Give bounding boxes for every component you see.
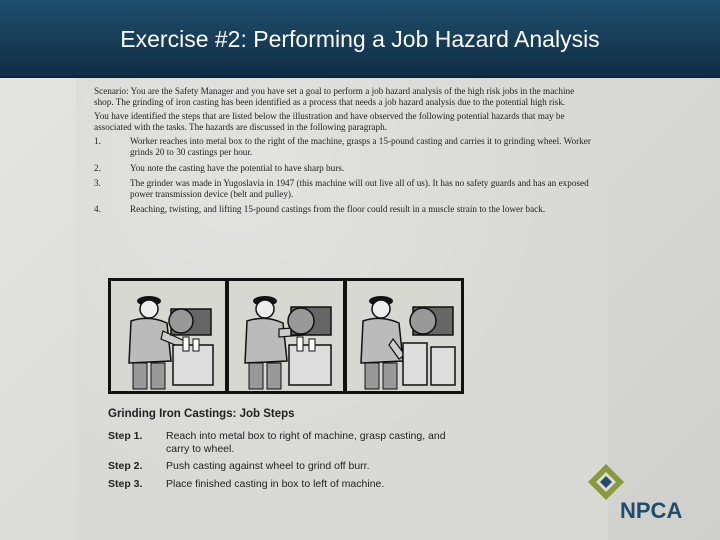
illustration-panel-2 <box>229 281 343 391</box>
hazard-number: 1. <box>94 136 101 147</box>
job-step-text: Push casting against wheel to grind off burr. <box>166 460 370 472</box>
job-steps-caption: Grinding Iron Castings: Job Steps <box>108 408 295 420</box>
worker-grinding-illustration <box>111 281 225 391</box>
job-step <box>108 430 468 455</box>
worker-grinding-illustration <box>347 281 461 391</box>
hazard-number: 3. <box>94 178 101 189</box>
scenario-intro: Scenario: You are the Safety Manager and you have set a goal to perform a job hazard analysis of the high risk jobs in the machine shop. The grinding of iron casting has been identified as a process that needs a job hazard analysis due to the potential high risk. <box>94 86 575 107</box>
hazard-text: Reaching, twisting, and lifting 15-pound castings from the floor could result in a muscle strain to the lower back. <box>130 204 546 215</box>
job-step-text: Place finished casting in box to left of machine. <box>166 477 385 490</box>
job-steps-list <box>108 430 468 495</box>
job-steps-illustration <box>108 278 464 394</box>
job-step <box>108 460 468 473</box>
hazard-text: The grinder was made in Yugoslavia in 1947 (this machine will out live all of us). It has no safety guards and has an exposed power transmission device (belt and pulley). <box>130 178 589 199</box>
hazard-item <box>94 178 594 199</box>
hazard-number: 2. <box>94 162 101 173</box>
slide-title: Exercise #2: Performing a Job Hazard Analysis <box>120 26 600 52</box>
job-step-label: Step 2. <box>108 460 143 472</box>
worker-grinding-illustration <box>229 281 343 391</box>
hazard-number: 4. <box>94 204 101 215</box>
job-step <box>108 478 468 491</box>
job-step-text: Reach into metal box to right of machine, grasp casting, and carry to wheel. <box>166 430 446 455</box>
scenario-text <box>94 86 594 220</box>
illustration-panel-1 <box>111 281 225 391</box>
npca-logo-text: NPCA <box>620 498 683 523</box>
illustration-panel-3 <box>347 281 461 391</box>
hazard-item <box>94 204 594 215</box>
npca-logo-icon <box>584 462 704 524</box>
npca-logo <box>584 462 704 524</box>
hazard-item <box>94 136 594 157</box>
hazard-text: Worker reaches into metal box to the right of the machine, grasps a 15-pound casting and carries it to grinding wheel. Worker grinds 20 to 30 castings per hour. <box>130 136 591 157</box>
title-bar <box>0 0 720 78</box>
job-step-label: Step 1. <box>108 430 143 442</box>
scanned-document <box>76 78 608 540</box>
job-step-label: Step 3. <box>108 477 143 490</box>
hazard-list <box>94 136 594 215</box>
hazard-item <box>94 163 594 174</box>
scenario-observed: You have identified the steps that are listed below the illustration and have observed the following potential hazards that may be associated with the tasks. The hazards are discussed in the following paragraph. <box>94 111 565 132</box>
hazard-text: You note the casting have the potential to have sharp burs. <box>130 162 345 173</box>
